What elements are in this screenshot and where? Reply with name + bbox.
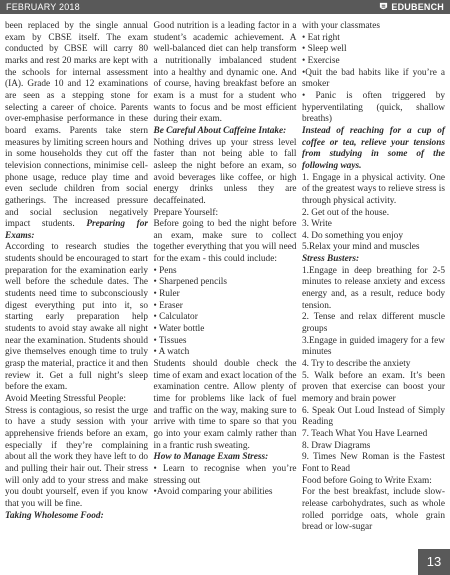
page-header xyxy=(0,0,450,14)
subheading-prepare-yourself: Prepare Yourself: xyxy=(153,207,219,218)
heading-caffeine: Be Careful About Caffeine Intake: xyxy=(153,125,287,136)
list-item: • Learn to recognise when you’re stressing out xyxy=(153,463,297,486)
edubench-logo-icon xyxy=(379,2,388,11)
article-body xyxy=(5,21,445,571)
list-item: 9. Times New Roman is the Fastest Font to Read xyxy=(302,452,445,474)
paragraph: According to research studies the students should be encouraged to start preparation for the examination early well before the schedule dates. The students need time to subconsciously digest everything put into it, so starting early preparation help students to avoid stay awake all night near the examination. Students should give themselves enough time to truly grasp the material, practice it and then review it. Get a full night’s sleep before the exam. xyxy=(5,242,148,393)
brand xyxy=(379,0,444,14)
paragraph: Before going to bed the night before an exam, make sure to collect together everything that you will need for the exam - this could include: xyxy=(153,219,297,265)
subheading-avoid-stressful-people: Avoid Meeting Stressful People: xyxy=(5,394,126,404)
list-item: • Panic is often triggered by hyperventilating (quick, shallow breaths) xyxy=(302,90,445,125)
paragraph: Students should double check the time of exam and exact location of the examination centre. Allow plenty of time for problems like lack of fuel and traffic on the way, making sure to arrive with time to spare so that you go into your exam calmly rather than in a frantic rush sweating. xyxy=(153,359,297,451)
list-item: 2. Get out of the house. xyxy=(302,207,390,218)
heading-stress-busters: Stress Busters: xyxy=(302,254,360,265)
heading-preparing-for-exams: Preparing for Exams: xyxy=(5,219,149,241)
list-item: 8. Draw Diagrams xyxy=(302,440,371,451)
list-item: 7. Teach What You Have Learned xyxy=(302,428,428,439)
list-item: 3.Engage in guided imagery for a few minutes xyxy=(302,335,445,358)
list-item: 4. Try to describe the anxiety xyxy=(302,359,411,370)
page-number: 13 xyxy=(418,549,450,575)
list-item: with your classmates xyxy=(302,21,380,31)
list-item: 6. Speak Out Loud Instead of Simply Reading xyxy=(302,405,445,428)
column-2 xyxy=(154,21,297,571)
list-item: •Avoid comparing your abilities xyxy=(153,487,273,498)
heading-manage-stress: How to Manage Exam Stress: xyxy=(153,452,269,463)
list-item: • A watch xyxy=(153,347,190,358)
list-item: • Calculator xyxy=(153,312,198,323)
heading-relieve-tensions: Instead of reaching for a cup of coffee or tea, relieve your tensions from studying in some of the following ways. xyxy=(302,125,445,171)
brand-name: EDUBENCH xyxy=(391,2,444,12)
list-item: • Sleep well xyxy=(302,44,347,55)
column-3 xyxy=(302,21,445,571)
list-item: 1. Engage in a physical activity. One of the greatest ways to relieve stress is through physical activity. xyxy=(302,172,445,206)
paragraph: Good nutrition is a leading factor in a student’s academic achievement. A well-balanced diet can help transform a nutritionally imbalanced student into a healthy and dynamic one. And of course, having breakfast before an exam is a must for a student who wants to focus and be most efficient during their exam. xyxy=(153,21,297,125)
list-item: 3. Write xyxy=(302,219,332,230)
heading-wholesome-food: Taking Wholesome Food: xyxy=(5,510,104,521)
issue-date: FEBRUARY 2018 xyxy=(6,2,80,12)
list-item: • Sharpened pencils xyxy=(153,277,227,288)
paragraph: been replaced by the single annual exam by CBSE itself. The exam conducted by CBSE will carry 80 marks and rest 20 marks are kept with the schools for internal assessment (IA). Grade 10 and 12 examinations are seen as a stepping stone for selecting a career of choice. Parents over-emphasise performance in these board exams. Parents take stern measures by limiting screen hours and in some households they cut off the television connections, minimise cell-phone usage, reduce play time and even seclude children from social gatherings. The increased pressure and social seclusion negatively impact students. Preparing for Exams: xyxy=(5,21,149,241)
list-item: 2. Tense and relax different muscle groups xyxy=(302,312,445,335)
list-item: 4. Do something you enjoy xyxy=(302,230,403,241)
list-item: • Water bottle xyxy=(153,324,205,335)
list-item: • Pens xyxy=(153,265,177,276)
list-item: • Exercise xyxy=(302,55,340,66)
list-item: • Eat right xyxy=(302,32,340,43)
paragraph: Stress is contagious, so resist the urge to have a study session with your apprehensive friends before an exam, especially if they’re complaining about all the work they have left to do and pulling their hair out. Their stress will only add to your stress and make you doubt yourself, even if you know that you will be fine. xyxy=(5,405,148,509)
list-item: • Eraser xyxy=(153,300,183,311)
paragraph: Nothing drives up your stress level faster than not being able to fall asleep the night before an exam, so avoid beverages like coffee, or high energy drinks unless they are decaffeinated. xyxy=(153,137,297,206)
subheading-food-before-exam: Food before Going to Write Exam: xyxy=(302,475,432,486)
list-item: • Tissues xyxy=(153,335,187,346)
column-1 xyxy=(5,21,148,571)
list-item: • Ruler xyxy=(153,289,180,300)
paragraph: For the best breakfast, include slow-release carbohydrates, such as whole rolled porridge oats, whole grain bread or low-sugar xyxy=(302,487,445,533)
list-item: •Quit the bad habits like if you’re a smoker xyxy=(302,67,445,90)
list-item: 5. Walk before an exam. It’s been proven that exercise can boost your memory and brain power xyxy=(302,370,445,404)
list-item: 1.Engage in deep breathing for 2-5 minutes to release anxiety and excess energy and, as a result, reduce body tension. xyxy=(302,265,445,311)
list-item: 5.Relax your mind and muscles xyxy=(302,242,420,253)
